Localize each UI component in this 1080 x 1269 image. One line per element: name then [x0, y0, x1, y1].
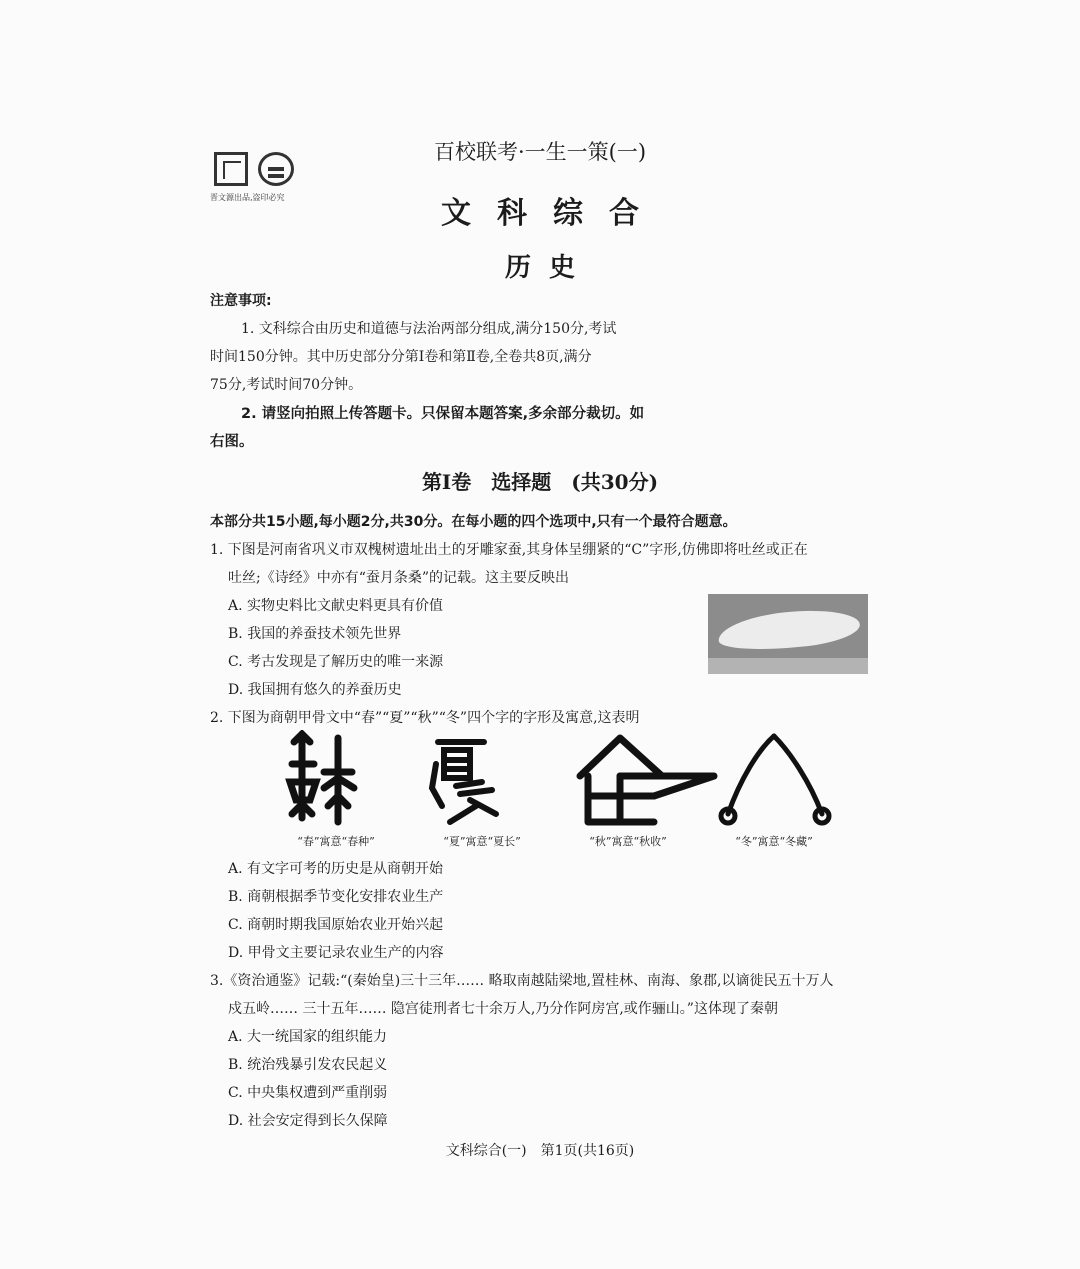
part1-instruction: 本部分共15小题,每小题2分,共30分。在每小题的四个选项中,只有一个最符合题意。	[210, 514, 737, 530]
glyph-caption-autumn: “秋”寓意“秋收”	[589, 835, 667, 848]
q2-stem: 2. 下图为商朝甲骨文中“春”“夏”“秋”“冬”四个字的字形及寓意,这表明	[210, 710, 640, 726]
q3-option-d: D. 社会安定得到长久保障	[228, 1113, 388, 1129]
page-footer: 文科综合(一) 第1页(共16页)	[445, 1143, 635, 1159]
q2-option-a: A. 有文字可考的历史是从商朝开始	[228, 861, 444, 877]
ivory-silkworm-photo	[708, 594, 868, 674]
section-title: 历史	[504, 253, 593, 283]
glyph-caption-spring: “春”寓意“春种”	[297, 835, 375, 848]
notice-item2-line2: 右图。	[210, 434, 254, 450]
q2-option-b: B. 商朝根据季节变化安排农业生产	[228, 889, 444, 905]
q3-option-a: A. 大一统国家的组织能力	[228, 1029, 388, 1045]
glyph-caption-summer: “夏”寓意“夏长”	[443, 835, 521, 848]
q3-stem-line2: 戍五岭…… 三十五年…… 隐宫徒刑者七十余万人,乃分作阿房宫,或作骊山。”这体现了秦朝	[228, 1001, 778, 1017]
glyph-summer-icon	[432, 742, 496, 822]
q1-option-b: B. 我国的养蚕技术领先世界	[228, 626, 402, 642]
notice-title: 注意事项:	[210, 293, 272, 309]
notice-item1-line1: 1. 文科综合由历史和道德与法治两部分组成,满分150分,考试	[241, 321, 617, 337]
q3-stem-line1: 3.《资治通鉴》记载:“(秦始皇)三十三年…… 略取南越陆梁地,置桂林、南海、象郡,以谪徙民五十万人	[210, 973, 834, 989]
q1-option-a: A. 实物史料比文献史料更具有价值	[228, 598, 444, 614]
q1-stem-line1: 1. 下图是河南省巩义市双槐树遗址出土的牙雕家蚕,其身体呈绷紧的“C”字形,仿佛即将吐丝或正在	[210, 542, 808, 558]
notice-item1-line2: 时间150分钟。其中历史部分分第Ⅰ卷和第Ⅱ卷,全卷共8页,满分	[210, 349, 592, 365]
notice-item2-line1: 2. 请竖向拍照上传答题卡。只保留本题答案,多余部分裁切。如	[241, 406, 645, 422]
q1-option-d: D. 我国拥有悠久的养蚕历史	[228, 682, 402, 698]
notice-item1-line3: 75分,考试时间70分钟。	[210, 377, 363, 393]
glyph-caption-winter: “冬”寓意“冬藏”	[735, 835, 813, 848]
q3-option-b: B. 统治残暴引发农民起义	[228, 1057, 388, 1073]
glyph-spring-icon	[290, 734, 354, 822]
logo-caption: 晋文源出品,盗印必究	[210, 193, 285, 202]
subject-title: 文科综合	[441, 196, 665, 231]
q1-option-c: C. 考古发现是了解历史的唯一来源	[228, 654, 444, 670]
q3-option-c: C. 中央集权遭到严重削弱	[228, 1085, 388, 1101]
part1-title: 第Ⅰ卷 选择题 (共30分)	[421, 470, 659, 494]
glyph-autumn-icon	[580, 738, 714, 822]
q2-option-c: C. 商朝时期我国原始农业开始兴起	[228, 917, 444, 933]
glyph-winter-icon	[721, 736, 829, 823]
q1-stem-line2: 吐丝;《诗经》中亦有“蚕月条桑”的记载。这主要反映出	[228, 570, 570, 586]
exam-series-title: 百校联考·一生一策(一)	[433, 140, 647, 164]
q2-option-d: D. 甲骨文主要记录农业生产的内容	[228, 945, 444, 961]
oracle-bone-glyphs	[270, 730, 850, 830]
